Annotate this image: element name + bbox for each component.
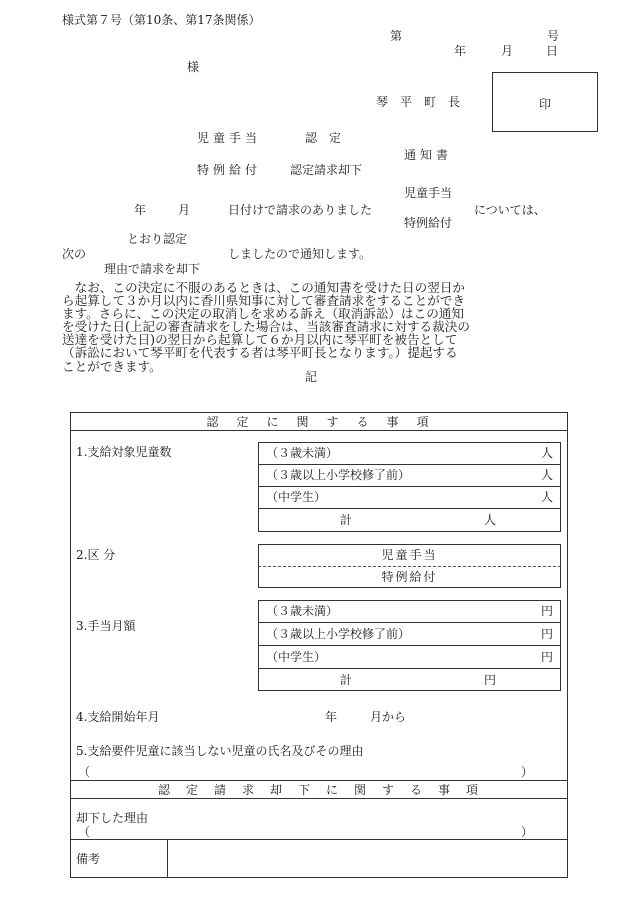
body-date-month: 月 (178, 203, 191, 217)
amount-label-elementary: （３歳以上小学校修了前） (266, 627, 411, 641)
amount-unit: 円 (541, 604, 554, 618)
number-prefix: 第 (390, 29, 403, 43)
count-label-elementary: （３歳以上小学校修了前） (266, 468, 411, 482)
body-option-approve: とおり認定 (127, 232, 188, 246)
notice-line: （訴訟において琴平町を代表する者は琴平町長となります。）提起する (62, 345, 458, 361)
paren-close: ） (521, 825, 534, 839)
body-type-special: 特例給付 (404, 216, 453, 230)
divider (167, 839, 168, 878)
paren-open: （ (78, 765, 91, 779)
category-special: 特例給付 (381, 570, 438, 584)
count-total-label: 計 (340, 513, 353, 527)
start-year-unit: 年 (325, 710, 338, 724)
divider (258, 668, 561, 669)
amount-label-junior-high: （中学生） (266, 650, 327, 664)
item-category-label: 2.区 分 (76, 548, 116, 562)
item-ineligible-children-label: 5.支給要件児童に該当しない児童の氏名及びその理由 (76, 744, 364, 758)
notice-line: ら起算して３か月以内に香川県知事に対して審査請求をすることができ (62, 293, 465, 309)
notice-line: を受けた日(上記の審査請求をした場合は、当該審査請求に対する裁決の (62, 319, 470, 335)
count-unit: 人 (541, 446, 554, 460)
seal-label: 印 (538, 97, 551, 111)
item-start-month-label: 4.支給開始年月 (76, 710, 160, 724)
body-after: しましたので通知します。 (228, 247, 372, 261)
count-label-junior-high: （中学生） (266, 490, 327, 504)
section-rejection-header: 認 定 請 求 却 下 に 関 す る 事 項 (157, 783, 480, 797)
title-suffix: 通知書 (404, 148, 453, 162)
seal-box (492, 72, 598, 132)
category-allowance: 児童手当 (381, 548, 438, 562)
body-option-reject: 理由で請求を却下 (104, 262, 201, 276)
item-monthly-amount-label: 3.手当月額 (76, 619, 136, 633)
paren-close: ） (521, 765, 534, 779)
body-next: 次の (62, 247, 87, 261)
body-type-allowance: 児童手当 (404, 186, 453, 200)
divider (70, 780, 568, 781)
remarks-label: 備考 (76, 852, 101, 866)
amount-unit: 円 (541, 627, 554, 641)
body-date-year: 年 (134, 203, 147, 217)
appeal-notice (62, 281, 562, 373)
amount-total-label: 計 (340, 673, 353, 687)
divider (258, 645, 561, 646)
divider (258, 464, 561, 465)
divider (258, 622, 561, 623)
count-unit: 人 (541, 490, 554, 504)
start-month-unit: 月から (370, 710, 407, 724)
date-day: 日 (546, 44, 559, 58)
addressee-suffix: 様 (187, 60, 200, 74)
rejection-reason-label: 却下した理由 (76, 811, 149, 825)
title-type-special: 特例給付 (197, 163, 262, 177)
divider (70, 839, 568, 840)
notice-line: 送達を受けた日)の翌日から起算して６か月以内に琴平町を被告として (62, 332, 458, 348)
form-identifier: 様式第７号（第10条、第17条関係） (62, 13, 261, 27)
amount-total-unit: 円 (484, 673, 497, 687)
count-unit: 人 (541, 468, 554, 482)
amount-unit: 円 (541, 650, 554, 664)
title-type-allowance: 児童手当 (197, 131, 262, 145)
count-total-unit: 人 (484, 513, 497, 527)
divider (258, 508, 561, 509)
section-approval-header: 認 定 に 関 す る 事 項 (206, 415, 432, 429)
issuer-name: 琴 平 町 長 (376, 95, 461, 109)
count-label-under3: （３歳未満） (266, 446, 339, 460)
body-about: については、 (474, 203, 546, 217)
ki-label: 記 (305, 370, 318, 384)
date-month: 月 (501, 44, 514, 58)
divider (258, 566, 561, 567)
date-year: 年 (454, 44, 467, 58)
divider (258, 486, 561, 487)
divider (70, 430, 568, 431)
number-suffix: 号 (547, 29, 560, 43)
paren-open: （ (78, 825, 91, 839)
notice-line: ます。さらに、この決定の取消しを求める訴え（取消訴訟）はこの通知 (62, 306, 464, 322)
notice-line: ことができます。 (62, 358, 162, 374)
notice-line: なお、この決定に不服のあるときは、この通知書を受けた日の翌日か (62, 280, 465, 295)
title-action-reject: 認定請求却下 (290, 163, 363, 177)
body-date-text: 日付けで請求のありました (228, 203, 373, 217)
divider (70, 798, 568, 799)
item-child-count-label: 1.支給対象児童数 (76, 445, 172, 459)
amount-label-under3: （３歳未満） (266, 604, 339, 618)
title-action-approve: 認 定 (305, 131, 342, 145)
